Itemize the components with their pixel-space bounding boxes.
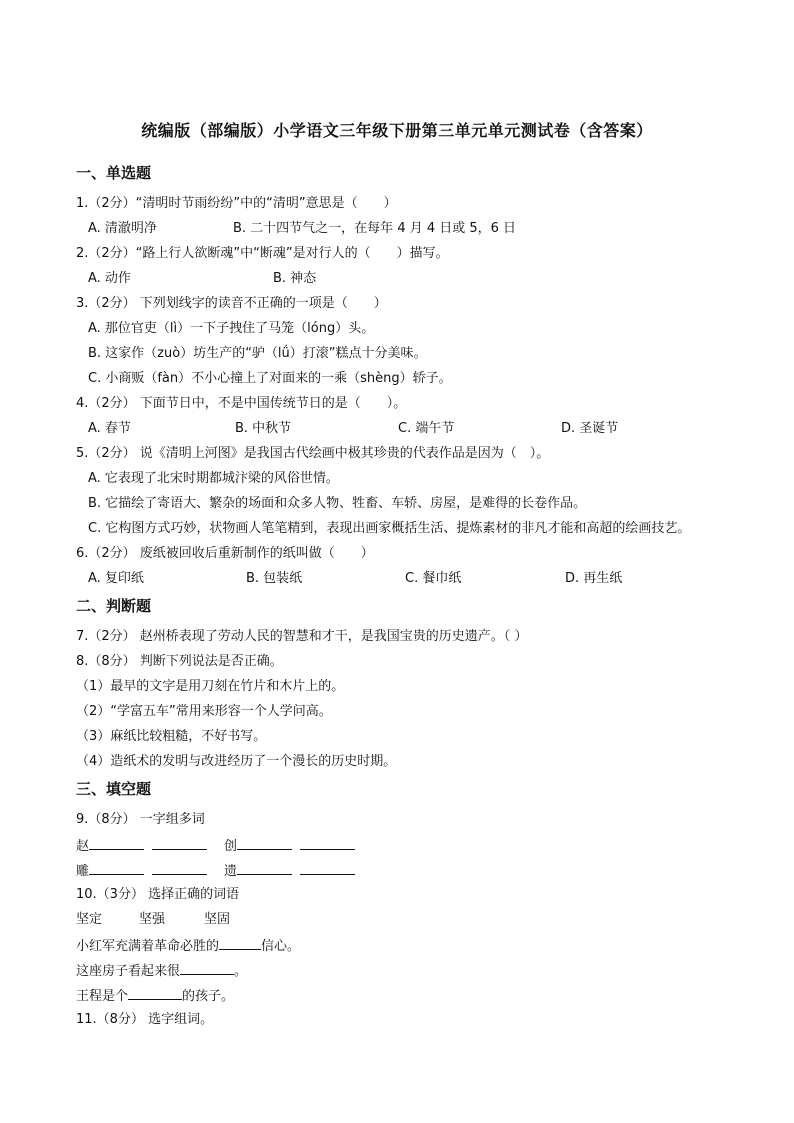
question-9-row-1-left (76, 837, 207, 855)
question-2-option-a: A. 动作 (88, 271, 131, 286)
question-9-stem: 9.（8分） 一字组多词 (76, 812, 205, 827)
question-8-item-2: （2）“学富五车”常用来形容一个人学问高。 (76, 704, 332, 719)
page-title: 统编版（部编版）小学语文三年级下册第三单元单元测试卷（含答案） (141, 121, 653, 140)
answer-blank[interactable] (300, 837, 355, 850)
question-5-option-a: A. 它表现了北宋时期都城汴梁的风俗世情。 (88, 471, 339, 486)
question-8-item-1: （1）最早的文字是用刀刻在竹片和木片上的。 (76, 679, 345, 694)
sentence-text: 小红军充满着革命必胜的 (76, 939, 220, 954)
question-3-option-c: C. 小商贩（fàn）不小心撞上了对面来的一乘（shèng）轿子。 (88, 371, 452, 386)
question-9-char-1: 赵 (76, 839, 90, 854)
section-heading-true-false: 二、判断题 (76, 597, 152, 615)
answer-blank[interactable] (237, 837, 292, 850)
question-4-stem: 4.（2分） 下面节日中，不是中国传统节日的是（ ）。 (76, 396, 407, 411)
question-9-row-1-right (224, 837, 355, 855)
question-9-row-2-left (76, 862, 207, 880)
answer-blank[interactable] (89, 862, 144, 875)
question-3-stem: 3.（2分） 下列划线字的读音不正确的一项是（ ） (76, 296, 387, 311)
question-9-char-2: 创 (224, 839, 238, 854)
answer-blank[interactable] (237, 862, 292, 875)
question-4-option-a: A. 春节 (88, 421, 131, 436)
question-9-char-3: 雕 (76, 864, 90, 879)
question-10-sentence-2 (76, 962, 247, 980)
question-10-sentence-1 (76, 937, 300, 955)
question-9-row-2-right (224, 862, 355, 880)
question-2-option-b: B. 神态 (273, 271, 317, 286)
question-5-option-c: C. 它构图方式巧妙，状物画人笔笔精到，表现出画家概括生活、提炼素材的非凡才能和高超的绘画技艺。 (88, 521, 691, 536)
question-8-item-4: （4）造纸术的发明与改进经历了一个漫长的历史时期。 (76, 754, 397, 769)
question-4-option-c: C. 端午节 (398, 421, 455, 436)
sentence-text: 的孩子。 (182, 989, 235, 1004)
answer-blank[interactable] (89, 837, 144, 850)
question-3-option-b: B. 这家作（zuò）坊生产的“驴（lǘ）打滚”糕点十分美味。 (88, 346, 427, 361)
question-2-stem: 2.（2分）“路上行人欲断魂”中“断魂”是对行人的（ ）描写。 (76, 246, 449, 261)
question-10-word-2: 坚强 (139, 912, 166, 927)
answer-blank[interactable] (152, 862, 207, 875)
answer-blank[interactable] (219, 937, 261, 950)
question-6-option-c: C. 餐巾纸 (405, 571, 462, 586)
question-5-stem: 5.（2分） 说《清明上河图》是我国古代绘画中极其珍贵的代表作品是因为（ ）。 (76, 446, 550, 461)
question-10-sentence-3 (76, 987, 234, 1005)
answer-blank[interactable] (300, 862, 355, 875)
question-1-option-b: B. 二十四节气之一，在每年 4 月 4 日或 5，6 日 (233, 221, 517, 236)
question-6-option-a: A. 复印纸 (88, 571, 144, 586)
question-4-option-d: D. 圣诞节 (561, 421, 619, 436)
question-8-item-3: （3）麻纸比较粗糙，不好书写。 (76, 729, 267, 744)
section-heading-single-choice: 一、单选题 (76, 164, 152, 182)
question-4-option-b: B. 中秋节 (235, 421, 292, 436)
question-6-option-d: D. 再生纸 (565, 571, 623, 586)
question-10-word-3: 坚固 (204, 912, 231, 927)
answer-blank[interactable] (152, 837, 207, 850)
question-6-option-b: B. 包装纸 (246, 571, 303, 586)
sentence-text: 信心。 (261, 939, 301, 954)
answer-blank[interactable] (180, 962, 234, 975)
question-10-stem: 10.（3分） 选择正确的词语 (76, 887, 240, 902)
question-8-stem: 8.（8分） 判断下列说法是否正确。 (76, 654, 283, 669)
question-9-char-4: 遗 (224, 864, 238, 879)
question-1-stem: 1.（2分）“清明时节雨纷纷”中的“清明”意思是（ ） (76, 196, 397, 211)
question-5-option-b: B. 它描绘了寄语大、繁杂的场面和众多人物、牲畜、车轿、房屋，是难得的长卷作品。 (88, 496, 587, 511)
question-10-word-1: 坚定 (76, 912, 103, 927)
sentence-text: 。 (234, 964, 248, 979)
section-heading-fill-blank: 三、填空题 (76, 780, 152, 798)
question-1-option-a: A. 清澈明净 (88, 221, 157, 236)
sentence-text: 王程是个 (76, 989, 129, 1004)
answer-blank[interactable] (128, 987, 182, 1000)
sentence-text: 这座房子看起来很 (76, 964, 181, 979)
question-3-option-a: A. 那位官吏（lì）一下子拽住了马笼（lóng）头。 (88, 321, 375, 336)
question-7-stem: 7.（2分） 赵州桥表现了劳动人民的智慧和才干，是我国宝贵的历史遗产。（ ） (76, 629, 528, 644)
question-11-stem: 11.（8分） 选字组词。 (76, 1012, 214, 1027)
question-6-stem: 6.（2分） 废纸被回收后重新制作的纸叫做（ ） (76, 546, 374, 561)
